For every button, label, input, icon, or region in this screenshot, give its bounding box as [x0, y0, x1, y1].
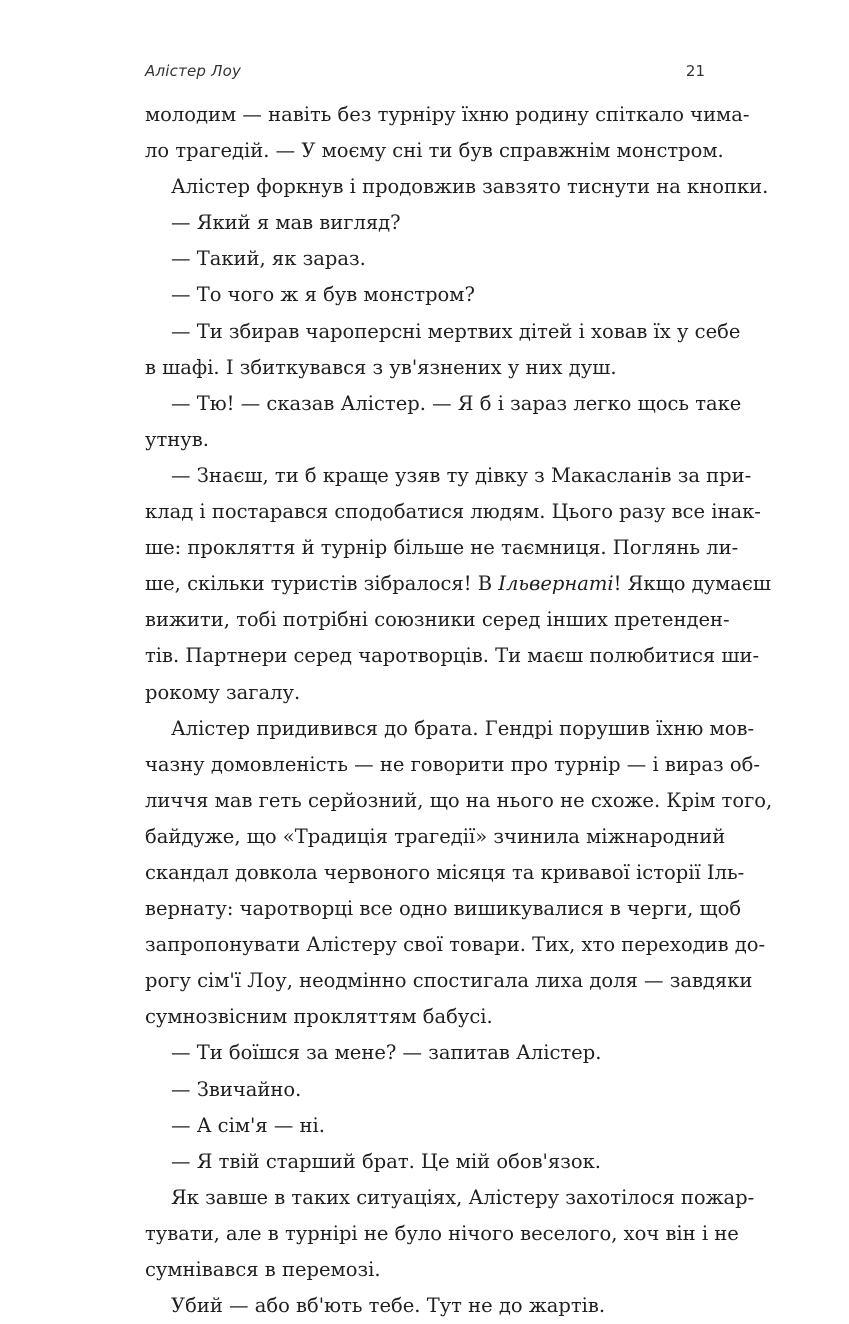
text-line: сумнівався в перемозі. — [145, 1258, 381, 1281]
text-line: Алістер придивився до брата. Гендрі порушив їхню мов- — [171, 716, 755, 740]
page-number: 21 — [685, 62, 705, 80]
text-segment: ! Якщо думаєш — [613, 572, 771, 596]
body-text — [145, 97, 773, 1324]
text-line: Убий — або вб'ють тебе. Тут не до жартів. — [171, 1294, 606, 1318]
running-head-author: Алістер Лоу — [145, 62, 242, 80]
text-line: — Ти збирав чароперсні мертвих дітей і ховав їх у себе — [171, 319, 741, 343]
text-segment: ше, скільки туристів зібралося! В — [145, 572, 499, 596]
text-line: — Знаєш, ти б краще узяв ту дівку з Макасланів за при- — [171, 463, 752, 487]
text-line: — Який я мав вигляд? — [171, 211, 401, 235]
text-line: рокому загалу. — [145, 680, 301, 704]
text-line: молодим — навіть без турніру їхню родину спіткало чима- — [145, 103, 750, 126]
text-line: рогу сім'ї Лоу, неодмінно спостигала лиха доля — завдяки — [145, 969, 753, 993]
text-line: — То чого ж я був монстром? — [171, 283, 475, 307]
text-line: скандал довкола червоного місяця та кривавої історії Іль- — [145, 860, 745, 884]
text-line: — Тю! — сказав Алістер. — Я б і зараз легко щось таке — [171, 391, 742, 415]
text-line: личчя мав геть серйозний, що на нього не схоже. Крім того, — [145, 788, 773, 812]
text-line: — Звичайно. — [171, 1077, 302, 1101]
text-line: ло трагедій. — У моєму сні ти був справжнім монстром. — [145, 139, 724, 163]
text-line: Як завше в таких ситуаціях, Алістеру захотілося пожар- — [171, 1185, 755, 1209]
italic-place-name: Ільвернаті — [498, 572, 614, 596]
text-line: байдуже, що «Традиція трагедії» зчинила міжнародний — [145, 824, 726, 848]
text-line: в шафі. І збиткувався з ув'язнених у них душ. — [145, 355, 617, 379]
text-line: — Ти боїшся за мене? — запитав Алістер. — [171, 1041, 602, 1065]
text-line: запропонувати Алістеру свої товари. Тих, хто переходив до- — [145, 933, 766, 957]
text-line: — А сім'я — ні. — [171, 1113, 325, 1137]
text-line: — Такий, як зараз. — [171, 247, 366, 271]
text-line-with-italic — [145, 566, 771, 602]
text-line: утнув. — [145, 427, 209, 451]
text-line: ше: прокляття й турнір більше не таємниця. Поглянь ли- — [145, 536, 739, 560]
text-line: клад і постарався сподобатися людям. Цього разу все інак- — [145, 500, 761, 524]
text-line: чазну домовленість — не говорити про турнір — і вираз об- — [145, 752, 760, 776]
text-line: Алістер форкнув і продовжив завзято тиснути на кнопки. — [171, 175, 769, 199]
text-line: сумнозвісним прокляттям бабусі. — [145, 1005, 493, 1029]
text-line: тувати, але в турнірі не було нічого веселого, хоч він і не — [145, 1221, 739, 1245]
text-line: вернату: чаротворці все одно вишикувалися в черги, щоб — [145, 897, 742, 921]
text-line: вижити, тобі потрібні союзники серед інших претенден- — [145, 608, 730, 632]
running-head — [145, 62, 705, 86]
text-line: тів. Партнери серед чаротворців. Ти маєш полюбитися ши- — [145, 644, 760, 668]
text-line: — Я твій старший брат. Це мій обов'язок. — [171, 1149, 601, 1173]
